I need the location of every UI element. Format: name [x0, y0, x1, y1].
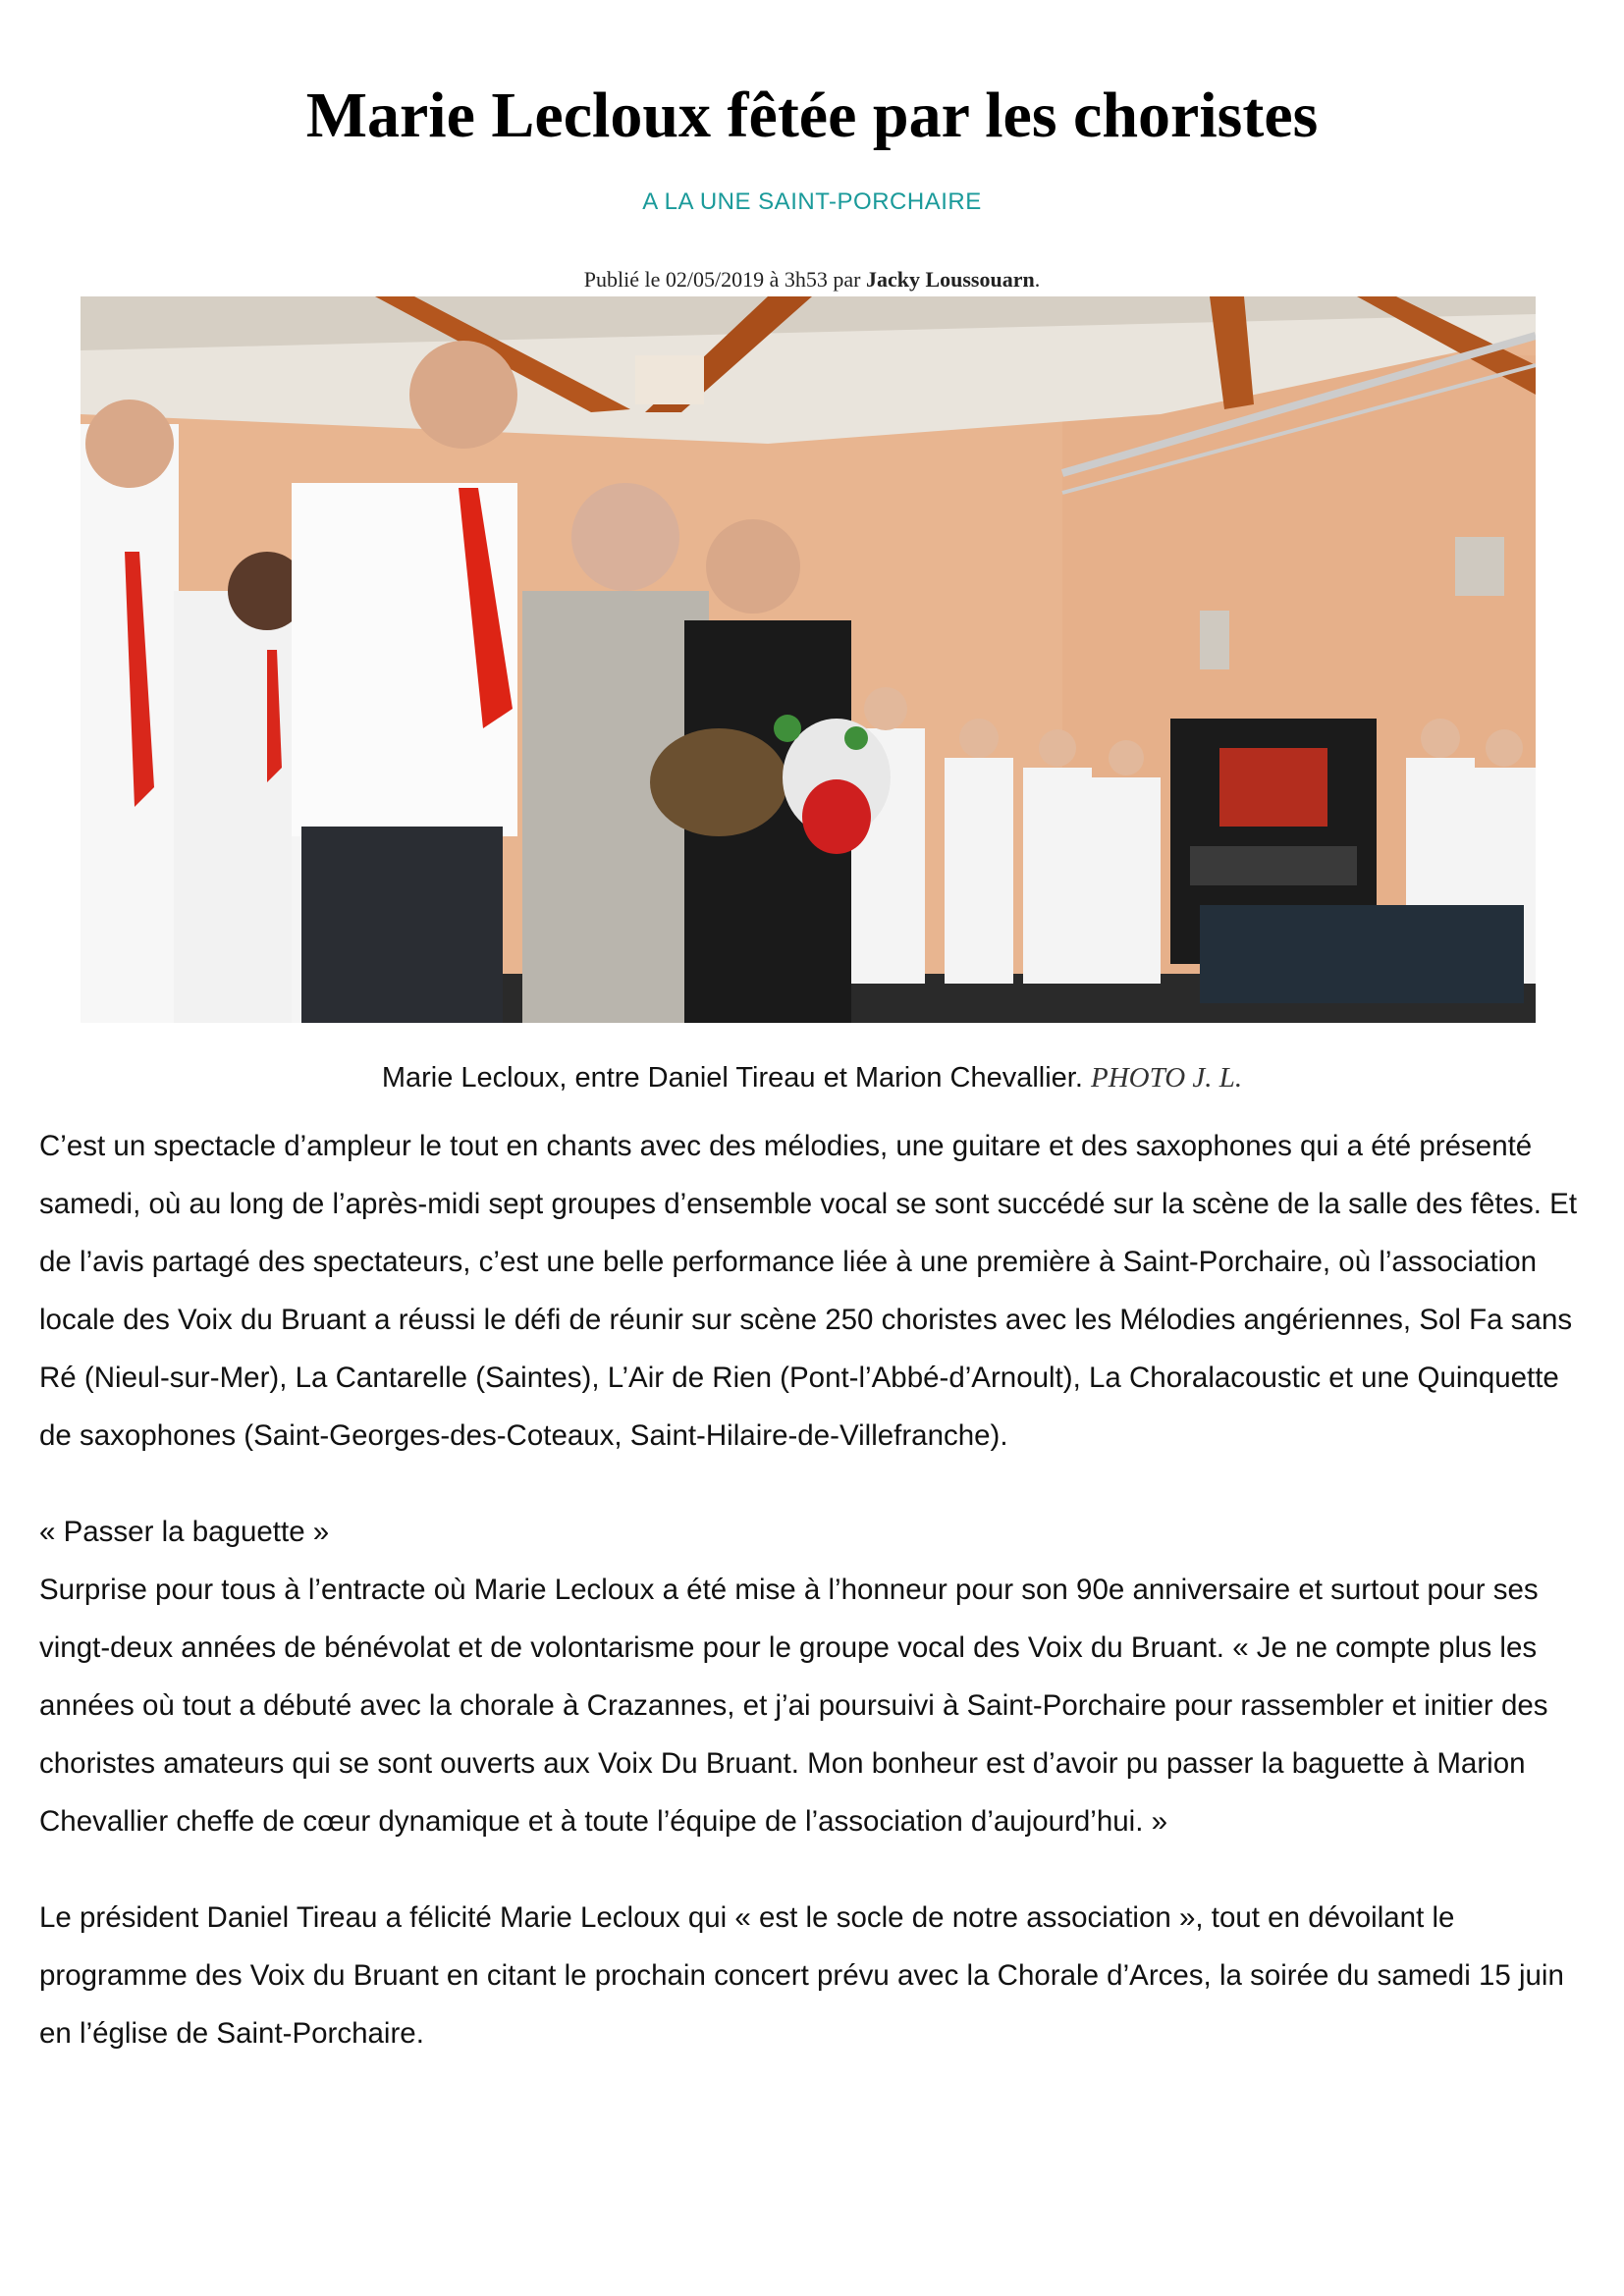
choir-photo-illustration [81, 296, 1536, 1023]
caption-text: Marie Lecloux, entre Daniel Tireau et Marion Chevallier. [381, 1062, 1091, 1094]
paragraph-1: C’est un spectacle d’ampleur le tout en chants avec des mélodies, une guitare et des saxophones qui a été présenté samedi, où au long de l’après-midi sept groupes d’ensemble vocal se sont succédé sur la scène de la salle des fêtes. Et de l’avis partagé des spectateurs, c’est une belle performance liée à une première à Saint-Porchaire, où l’association locale des Voix du Bruant a réussi le défi de réunir sur scène 250 choristes avec les Mélodies angériennes, Sol Fa sans Ré (Nieul-sur-Mer), La Cantarelle (Saintes), L’Air de Rien (Pont-l’Abbé-d’Arnoult), La Choralacoustic et une Quinquette de saxophones (Saint-Georges-des-Coteaux, Saint-Hilaire-de-Villefranche). [39, 1130, 1578, 1452]
paragraph-3: Le président Daniel Tireau a félicité Marie Lecloux qui « est le socle de notre association », tout en dévoilant le programme des Voix du Bruant en citant le prochain concert prévu avec la Chorale d’Arces, la soirée du samedi 15 juin en l’église de Saint-Porchaire. [39, 1901, 1564, 2050]
category-link[interactable]: A LA UNE SAINT-PORCHAIRE [642, 188, 982, 215]
article-title: Marie Lecloux fêtée par les choristes [305, 80, 1319, 151]
photo-caption [0, 1062, 1624, 1095]
subheading: « Passer la baguette » [39, 1516, 330, 1548]
byline-author[interactable]: Jacky Loussouarn [865, 267, 1035, 292]
byline-end: . [1034, 267, 1041, 292]
paragraph-2: Surprise pour tous à l’entracte où Marie Lecloux a été mise à l’honneur pour son 90e anniversaire et surtout pour ses vingt-deux années de bénévolat et de volontarisme pour le groupe vocal des Voix du Bruant. « Je ne compte plus les années où tout a débuté avec la chorale à Crazannes, et j’ai poursuivi à Saint-Porchaire pour rassembler et initier des choristes amateurs qui se sont ouverts aux Voix Du Bruant. Mon bonheur est d’avoir pu passer la baguette à Marion Chevallier cheffe de cœur dynamique et à toute l’équipe de l’association d’aujourd’hui. » [39, 1574, 1548, 1838]
byline-date: Publié le 02/05/2019 à 3h53 par [583, 267, 866, 292]
article-body [39, 1117, 1591, 2062]
article-photo [81, 296, 1536, 1023]
photo-credit: PHOTO J. L. [1090, 1062, 1243, 1094]
byline [0, 267, 1624, 293]
